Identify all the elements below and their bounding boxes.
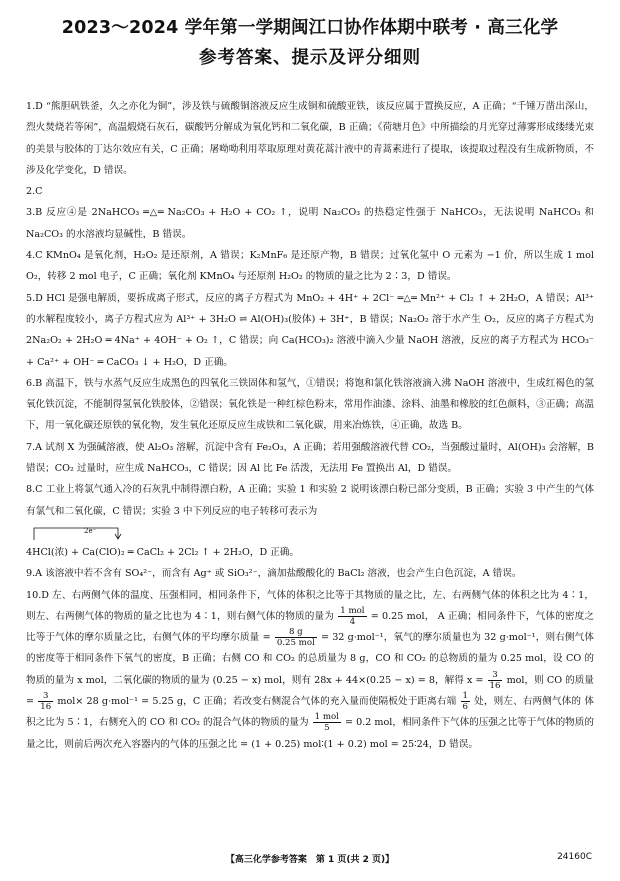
answer-item-4: [26, 245, 594, 288]
answer-number: 6.B: [26, 377, 43, 389]
answer-explanation: “熊胆矾铁釜，久之亦化为铜”，涉及铁与硫酸铜溶液反应生成铜和硫酸亚铁，该反应属于置换反应，A 正确；“千锤万凿出深山，烈火焚烧若等闲”，高温煅烧石灰石，碳酸钙分解成为氧化钙和二氧化碳，B 正确；《荷塘月色》中所描绘的月光穿过薄雾形成缕缕光束的美景与胶体的丁达尔效应有关，C 正确；屠呦呦利用萃取原理对黄花蒿汁液中的青蒿素进行了提取，该提取过程没有生成新物质，不涉及化学变化，D 错误。: [26, 101, 594, 176]
numerator: 3: [38, 691, 53, 702]
explanation-part: 28 g·mol⁻¹ = 5.25 g，C 正确；若改变右侧混合气体的充入量而使隔板处于距离右端: [86, 696, 457, 708]
answer-list: [26, 96, 594, 755]
answer-number: 5.D: [26, 292, 43, 304]
answer-number: 8.C: [26, 484, 43, 496]
explanation-part: A 正确；相同条件下，气体的密度之比等于气体的摩尔质量之比，右侧气体的平均摩尔质量 =: [26, 610, 594, 644]
answer-number: 7.A: [26, 441, 43, 453]
answer-explanation: 高温下，铁与水蒸气反应生成黑色的四氧化三铁固体和氢气，①错误；将饱和氯化铁溶液滴入沸 NaOH 溶液中，生成红褐色的氢氧化铁沉淀，不能制得氢氧化铁胶体，②错误；氧化铁是一种红棕色粉末，常用作油漆、涂料、油墨和橡胶的红色颜料，③正确；高温下，用一氧化碳还原铁的氧化物，发生氧化还原反应生成铁和二氧化碳，用来冶炼铁，④正确，故选 B。: [26, 377, 594, 432]
answer-number: 9.A: [26, 568, 43, 580]
explanation-part: 左、右两侧气体的温度、压强相同，相同条件下，气体的体积之比等于其物质的量之比，左、右两侧气体的体积之比为 4∶1，则左、右两侧气体的物质的量之比也为 4∶1，则右侧气体的物质的量为: [26, 589, 594, 622]
explanation-part: 32 g·mol⁻¹，氧气的摩尔质量也为 32 g·mol⁻¹，则右侧气体的密度等于相同条件下氧气的密度，B 正确；右侧 CO 和 CO₂ 的总质量为 8 g，CO 和 CO₂ 的总物质的量为 0.25 mol，设 CO 的物质的量为 x mol，二氧化碳的物质的量为 (0.25 − x) mol，则有 28x + 44×(0.25 − x) = 8，解得 x =: [26, 632, 594, 686]
fraction: [275, 627, 317, 648]
answer-number: 3.B: [26, 207, 43, 219]
answer-item-1: [26, 96, 594, 181]
document-code: 24160C: [557, 852, 592, 862]
numerator: 1 mol: [340, 605, 365, 616]
explanation-part: mol×: [57, 696, 84, 708]
fraction: [461, 691, 470, 712]
explanation-part: 体积之比为 5∶1，右侧充入的 CO 和 CO₂ 的混合气体的物质的量为: [26, 696, 594, 729]
explanation-part: = 0.2 mol，相同条件下气体的压强之比等于气体的物质的量之比，则前后两次充入容器内的气体的压强之比 = (1 + 0.25) mol∶(1 + 0.2) mol = 25∶24，D 错误。: [26, 717, 594, 750]
page-subtitle: 参考答案、提示及评分细则: [199, 48, 421, 68]
fraction: [313, 712, 341, 733]
numerator: 3: [488, 670, 503, 681]
numerator: 1: [462, 691, 468, 702]
electron-count-label: 2e⁻: [84, 526, 97, 535]
denominator: 16: [489, 680, 501, 691]
denominator: 6: [462, 702, 468, 713]
answer-item-7: [26, 437, 594, 480]
page-footer: 【高三化学参考答案 第 1 页(共 2 页)】: [225, 855, 395, 865]
answer-item-8: [26, 479, 594, 522]
answer-explanation: 工业上将氯气通入冷的石灰乳中制得漂白粉，A 正确；实验 1 和实验 2 说明该漂白粉已部分变质，B 正确；实验 3 中产生的气体有氯气和二氧化碳，C 错误；实验 3 中下列反应的电子转移可表示为: [26, 484, 594, 517]
explanation-part: = 0.25 mol，: [370, 610, 435, 622]
explanation-part: 处，则左、右两侧气体的: [474, 696, 582, 708]
answer-number: 2.C: [26, 186, 43, 198]
answer-item-10: [26, 585, 594, 755]
denominator: 0.25 mol: [276, 638, 315, 649]
redox-equation: 4HCl(浓) + Ca(ClO)₂ ═ CaCl₂ + 2Cl₂ ↑ + 2H₂O，D 正确。: [26, 546, 299, 558]
answer-item-6: [26, 373, 594, 437]
fraction: [338, 606, 366, 627]
numerator: 8 g: [275, 627, 317, 638]
answer-number: 10.D: [26, 589, 49, 601]
denominator: 5: [324, 723, 330, 734]
answer-explanation: KMnO₄ 是氧化剂，H₂O₂ 是还原剂，A 错误；K₂MnF₆ 是还原产物，B 错误；过氧化氢中 O 元素为 −1 价，所以生成 1 mol O₂，转移 2 mol 电子，C 正确；氧化剂 KMnO₄ 与还原剂 H₂O₂ 的物质的量之比为 2∶3，D 错误。: [26, 250, 594, 283]
answer-explanation: 试剂 X 为强碱溶液，使 Al₂O₃ 溶解，沉淀中含有 Fe₂O₃，A 正确；若用强酸溶液代替 CO₂，当强酸过量时，Al(OH)₃ 会溶解，B 错误；CO₂ 过量时，应生成 NaHCO₃，C 错误；因 Al 比 Fe 活泼，无法用 Fe 置换出 Al，D 错误。: [26, 441, 594, 475]
denominator: 16: [40, 702, 52, 713]
explanation-part: mol，则 CO 的质量 =: [26, 674, 594, 708]
electron-transfer-diagram: [26, 522, 594, 542]
answer-explanation: 该溶液中若不含有 SO₄²⁻，而含有 Ag⁺ 或 SiO₃²⁻，滴加盐酸酸化的 BaCl₂ 溶液，也会产生白色沉淀，A 错误。: [45, 568, 522, 580]
answer-item-5: [26, 288, 594, 373]
answer-number: 1.D: [26, 101, 43, 112]
answer-item-9: [26, 563, 594, 584]
fraction: [38, 691, 53, 712]
page-title: 2023～2024 学年第一学期闽江口协作体期中联考 · 高三化学: [61, 18, 559, 38]
numerator: 1 mol: [314, 712, 339, 723]
answer-explanation: HCl 是强电解质，要拆成离子形式，反应的离子方程式为 MnO₂ + 4H⁺ + 2Cl⁻ ═△═ Mn²⁺ + Cl₂ ↑ + 2H₂O，A 错误；Al³⁺ 的水解程度较小，离子方程式应为 Al³⁺ + 3H₂O ⇌ Al(OH)₃(胶体) + 3H⁺，B 错误；Na₂O₂ 溶于水产生 O₂，反应的离子方程式为 2Na₂O₂ + 2H₂O ═ 4Na⁺ + 4OH⁻ + O₂ ↑，C 错误；向 Ca(HCO₃)₂ 溶液中滴入少量 NaOH 溶液，反应的离子方程式为 HCO₃⁻ + Ca²⁺ + OH⁻ ═ CaCO₃ ↓ + H₂O，D 正确。: [26, 292, 594, 368]
explanation-part: =: [320, 632, 329, 644]
answer-item-3: [26, 202, 594, 245]
denominator: 4: [349, 616, 356, 627]
answer-explanation: 反应④是 2NaHCO₃ ═△═ Na₂CO₃ + H₂O + CO₂ ↑，说明 Na₂CO₃ 的热稳定性强于 NaHCO₃，无法说明 NaHCO₃ 和 Na₂CO₃ 的水溶液均显碱性，B 错误。: [26, 207, 594, 240]
answer-item-2: [26, 181, 594, 202]
fraction: [488, 670, 503, 691]
answer-item-8-equation: [26, 542, 594, 563]
answer-number: 4.C: [26, 250, 43, 262]
